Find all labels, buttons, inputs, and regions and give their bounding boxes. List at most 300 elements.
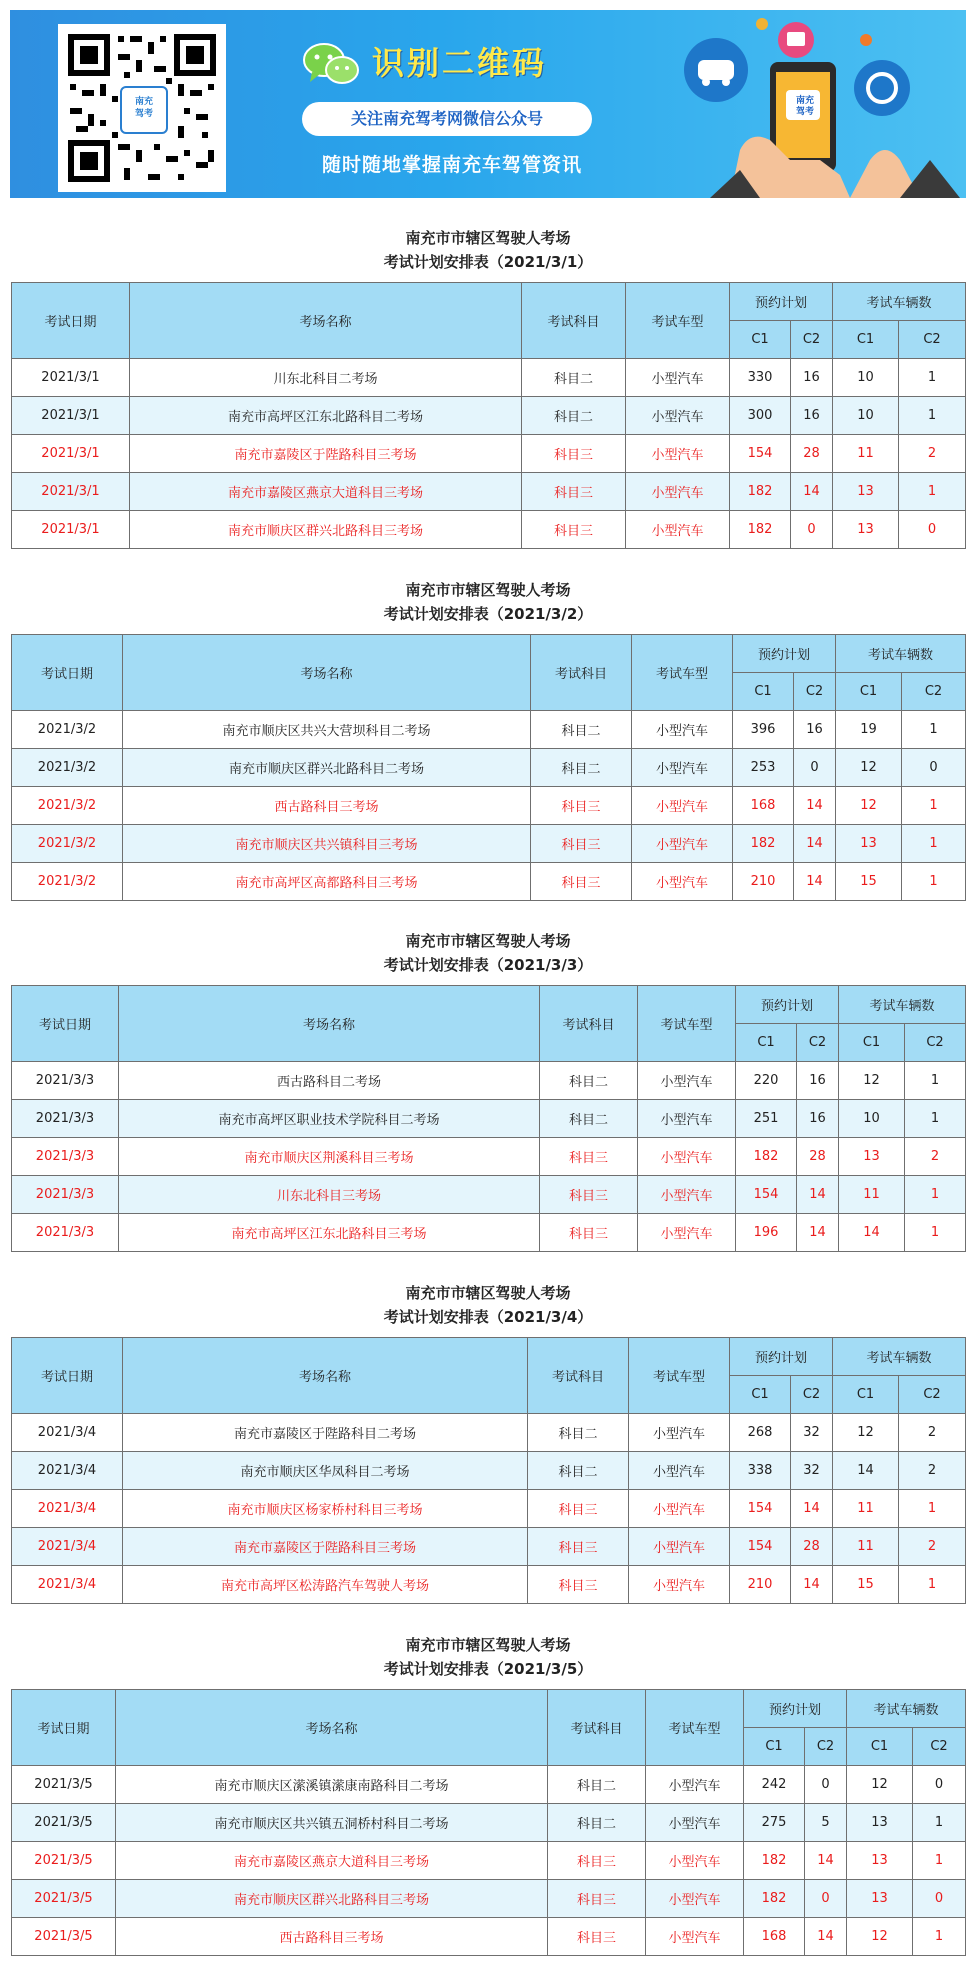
- header-plan: 预约计划: [730, 283, 833, 321]
- table-row: [12, 1918, 966, 1956]
- cell-subject: 科目三: [531, 825, 632, 863]
- cell-plan-c1: 154: [730, 1490, 791, 1528]
- cell-car-c2: 0: [913, 1766, 966, 1804]
- header-car-c2: C2: [899, 1376, 966, 1414]
- table-row: [12, 1804, 966, 1842]
- header-plan: 预约计划: [733, 635, 836, 673]
- header-car-c1: C1: [847, 1728, 913, 1766]
- cell-plan-c2: 16: [797, 1062, 839, 1100]
- cell-car-c2: 1: [905, 1176, 966, 1214]
- header-cars: 考试车辆数: [836, 635, 966, 673]
- cell-car-c2: 1: [905, 1214, 966, 1252]
- wechat-icon: [302, 40, 360, 90]
- cell-car-c1: 13: [833, 511, 899, 549]
- cell-vehicle: 小型汽车: [629, 1566, 730, 1604]
- header-venue: 考场名称: [119, 986, 540, 1062]
- cell-venue: 南充市顺庆区共兴大营坝科目二考场: [123, 711, 531, 749]
- cell-car-c2: 1: [899, 1566, 966, 1604]
- table-row: [12, 1528, 966, 1566]
- cell-plan-c1: 182: [744, 1842, 805, 1880]
- cell-car-c1: 12: [839, 1062, 905, 1100]
- schedule-title: 南充市市辖区驾驶人考场: [405, 1636, 571, 1654]
- cell-venue: 南充市高坪区高都路科目三考场: [123, 863, 531, 901]
- cell-vehicle: 小型汽车: [629, 1490, 730, 1528]
- cell-plan-c2: 14: [791, 1490, 833, 1528]
- cell-subject: 科目三: [548, 1880, 646, 1918]
- cell-vehicle: 小型汽车: [638, 1214, 736, 1252]
- cell-car-c2: 0: [899, 511, 966, 549]
- banner-title: 识别二维码: [372, 44, 548, 82]
- header-car-c1: C1: [836, 673, 902, 711]
- cell-car-c2: 1: [902, 825, 966, 863]
- table-row: [12, 1880, 966, 1918]
- header-car-c1: C1: [839, 1024, 905, 1062]
- table-row: [12, 1766, 966, 1804]
- cell-plan-c1: 168: [733, 787, 794, 825]
- cell-plan-c2: 14: [805, 1918, 847, 1956]
- wechat-banner[interactable]: [10, 10, 966, 198]
- cell-car-c2: 2: [899, 1414, 966, 1452]
- cell-venue: 南充市顺庆区潆溪镇潆康南路科目二考场: [116, 1766, 548, 1804]
- schedule-subtitle: 考试计划安排表（2021/3/1）: [383, 253, 593, 271]
- cell-plan-c2: 14: [794, 787, 836, 825]
- phone-logo-line1: 南充: [795, 96, 814, 106]
- cell-venue: 南充市顺庆区群兴北路科目三考场: [130, 511, 522, 549]
- cell-vehicle: 小型汽车: [632, 711, 733, 749]
- cell-plan-c1: 154: [736, 1176, 797, 1214]
- cell-venue: 南充市顺庆区荆溪科目三考场: [119, 1138, 540, 1176]
- cell-venue: 南充市嘉陵区于陛路科目三考场: [130, 435, 522, 473]
- cell-car-c1: 12: [836, 787, 902, 825]
- schedule-block: [11, 1281, 965, 1604]
- table-row: [12, 1452, 966, 1490]
- cell-subject: 科目二: [540, 1100, 638, 1138]
- header-plan-c1: C1: [736, 1024, 797, 1062]
- cell-plan-c2: 14: [797, 1176, 839, 1214]
- schedule-table: [11, 282, 966, 549]
- cell-date: 2021/3/4: [12, 1566, 123, 1604]
- phone-logo: [790, 96, 820, 118]
- cell-plan-c2: 16: [791, 397, 833, 435]
- schedule-block: [11, 929, 965, 1252]
- cell-plan-c2: 14: [791, 473, 833, 511]
- header-car-c2: C2: [902, 673, 966, 711]
- table-row: [12, 1414, 966, 1452]
- table-row: [12, 1490, 966, 1528]
- cell-date: 2021/3/1: [12, 435, 130, 473]
- cell-vehicle: 小型汽车: [638, 1062, 736, 1100]
- qr-code: [58, 24, 226, 192]
- cell-vehicle: 小型汽车: [632, 787, 733, 825]
- header-venue: 考场名称: [123, 635, 531, 711]
- cell-plan-c1: 300: [730, 397, 791, 435]
- cell-car-c1: 13: [847, 1842, 913, 1880]
- cell-venue: 西古路科目二考场: [119, 1062, 540, 1100]
- cell-vehicle: 小型汽车: [626, 359, 730, 397]
- cell-vehicle: 小型汽车: [626, 397, 730, 435]
- table-row: [12, 1214, 966, 1252]
- cell-plan-c2: 5: [805, 1804, 847, 1842]
- cell-date: 2021/3/5: [12, 1880, 116, 1918]
- header-car-c1: C1: [833, 321, 899, 359]
- header-vehicle: 考试车型: [629, 1338, 730, 1414]
- cell-venue: 南充市高坪区职业技术学院科目二考场: [119, 1100, 540, 1138]
- cell-car-c2: 1: [905, 1100, 966, 1138]
- schedule-subtitle: 考试计划安排表（2021/3/5）: [383, 1660, 593, 1678]
- cell-plan-c1: 154: [730, 1528, 791, 1566]
- cell-plan-c2: 16: [791, 359, 833, 397]
- header-cars: 考试车辆数: [839, 986, 966, 1024]
- cell-plan-c1: 275: [744, 1804, 805, 1842]
- cell-plan-c1: 210: [733, 863, 794, 901]
- cell-subject: 科目二: [531, 749, 632, 787]
- header-subject: 考试科目: [548, 1690, 646, 1766]
- schedule-title: 南充市市辖区驾驶人考场: [405, 1284, 571, 1302]
- cell-plan-c2: 28: [791, 1528, 833, 1566]
- cell-plan-c2: 28: [791, 435, 833, 473]
- cell-venue: 南充市嘉陵区燕京大道科目三考场: [116, 1842, 548, 1880]
- table-row: [12, 397, 966, 435]
- schedule-subtitle: 考试计划安排表（2021/3/3）: [383, 956, 593, 974]
- cell-plan-c1: 182: [730, 511, 791, 549]
- cell-plan-c1: 251: [736, 1100, 797, 1138]
- header-venue: 考场名称: [130, 283, 522, 359]
- cell-car-c1: 15: [833, 1566, 899, 1604]
- cell-date: 2021/3/2: [12, 749, 123, 787]
- cell-car-c1: 14: [839, 1214, 905, 1252]
- cell-car-c2: 1: [913, 1918, 966, 1956]
- cell-plan-c1: 268: [730, 1414, 791, 1452]
- cell-subject: 科目三: [528, 1528, 629, 1566]
- header-date: 考试日期: [12, 635, 123, 711]
- schedule-table: [11, 985, 966, 1252]
- header-vehicle: 考试车型: [646, 1690, 744, 1766]
- cell-vehicle: 小型汽车: [638, 1100, 736, 1138]
- schedule-table: [11, 634, 966, 901]
- table-row: [12, 473, 966, 511]
- header-subject: 考试科目: [528, 1338, 629, 1414]
- cell-venue: 南充市顺庆区共兴镇科目三考场: [123, 825, 531, 863]
- cell-plan-c1: 220: [736, 1062, 797, 1100]
- table-row: [12, 1842, 966, 1880]
- header-plan: 预约计划: [744, 1690, 847, 1728]
- cell-date: 2021/3/1: [12, 511, 130, 549]
- cell-venue: 南充市嘉陵区于陛路科目二考场: [123, 1414, 528, 1452]
- cell-vehicle: 小型汽车: [638, 1176, 736, 1214]
- cell-plan-c2: 0: [794, 749, 836, 787]
- header-row: [12, 635, 966, 673]
- cell-car-c1: 11: [839, 1176, 905, 1214]
- header-car-c1: C1: [833, 1376, 899, 1414]
- table-row: [12, 1176, 966, 1214]
- cell-subject: 科目三: [540, 1176, 638, 1214]
- schedule-block: [11, 226, 965, 549]
- cell-subject: 科目三: [522, 435, 626, 473]
- cell-subject: 科目三: [548, 1842, 646, 1880]
- cell-car-c1: 12: [847, 1766, 913, 1804]
- cell-car-c2: 1: [902, 711, 966, 749]
- cell-date: 2021/3/4: [12, 1490, 123, 1528]
- cell-car-c2: 1: [902, 787, 966, 825]
- cell-vehicle: 小型汽车: [629, 1414, 730, 1452]
- cell-date: 2021/3/3: [12, 1138, 119, 1176]
- schedule-block: [11, 1633, 965, 1956]
- cell-plan-c2: 0: [791, 511, 833, 549]
- cell-vehicle: 小型汽车: [632, 863, 733, 901]
- cell-date: 2021/3/4: [12, 1452, 123, 1490]
- cell-car-c2: 1: [913, 1842, 966, 1880]
- header-plan: 预约计划: [736, 986, 839, 1024]
- header-plan-c1: C1: [744, 1728, 805, 1766]
- header-plan-c1: C1: [730, 1376, 791, 1414]
- cell-plan-c2: 32: [791, 1414, 833, 1452]
- cell-car-c2: 1: [899, 359, 966, 397]
- cell-plan-c2: 0: [805, 1880, 847, 1918]
- header-car-c2: C2: [905, 1024, 966, 1062]
- cell-car-c1: 19: [836, 711, 902, 749]
- cell-plan-c1: 396: [733, 711, 794, 749]
- cell-date: 2021/3/2: [12, 711, 123, 749]
- cell-car-c1: 15: [836, 863, 902, 901]
- cell-plan-c2: 14: [791, 1566, 833, 1604]
- cell-vehicle: 小型汽车: [629, 1528, 730, 1566]
- cell-venue: 南充市顺庆区共兴镇五洞桥村科目二考场: [116, 1804, 548, 1842]
- header-plan-c1: C1: [733, 673, 794, 711]
- cell-car-c1: 10: [833, 359, 899, 397]
- cell-car-c2: 1: [899, 1490, 966, 1528]
- header-date: 考试日期: [12, 1690, 116, 1766]
- table-row: [12, 1062, 966, 1100]
- cell-plan-c1: 210: [730, 1566, 791, 1604]
- cell-car-c1: 12: [836, 749, 902, 787]
- header-venue: 考场名称: [123, 1338, 528, 1414]
- cell-subject: 科目二: [528, 1414, 629, 1452]
- cell-car-c1: 14: [833, 1452, 899, 1490]
- cell-plan-c2: 28: [797, 1138, 839, 1176]
- cell-subject: 科目三: [540, 1138, 638, 1176]
- qr-logo-line2: 驾考: [134, 109, 153, 119]
- cell-venue: 西古路科目三考场: [116, 1918, 548, 1956]
- header-plan-c2: C2: [794, 673, 836, 711]
- table-row: [12, 787, 966, 825]
- header-row: [12, 986, 966, 1024]
- cell-car-c2: 0: [913, 1880, 966, 1918]
- cell-plan-c1: 182: [744, 1880, 805, 1918]
- cell-subject: 科目三: [531, 787, 632, 825]
- cell-plan-c1: 182: [730, 473, 791, 511]
- cell-plan-c1: 182: [736, 1138, 797, 1176]
- cell-subject: 科目二: [548, 1804, 646, 1842]
- header-venue: 考场名称: [116, 1690, 548, 1766]
- cell-plan-c1: 330: [730, 359, 791, 397]
- cell-plan-c2: 0: [805, 1766, 847, 1804]
- cell-vehicle: 小型汽车: [646, 1880, 744, 1918]
- header-date: 考试日期: [12, 283, 130, 359]
- schedule-table: [11, 1337, 966, 1604]
- table-row: [12, 863, 966, 901]
- schedule-block: [11, 578, 965, 901]
- cell-plan-c1: 182: [733, 825, 794, 863]
- cell-vehicle: 小型汽车: [626, 473, 730, 511]
- cell-vehicle: 小型汽车: [632, 749, 733, 787]
- cell-date: 2021/3/5: [12, 1842, 116, 1880]
- cell-date: 2021/3/1: [12, 473, 130, 511]
- cell-car-c1: 13: [836, 825, 902, 863]
- cell-date: 2021/3/4: [12, 1528, 123, 1566]
- cell-car-c1: 13: [847, 1880, 913, 1918]
- header-plan: 预约计划: [730, 1338, 833, 1376]
- cell-car-c1: 13: [839, 1138, 905, 1176]
- cell-subject: 科目三: [548, 1918, 646, 1956]
- cell-plan-c1: 168: [744, 1918, 805, 1956]
- cell-plan-c1: 154: [730, 435, 791, 473]
- header-row: [12, 283, 966, 321]
- cell-date: 2021/3/1: [12, 397, 130, 435]
- cell-subject: 科目三: [522, 473, 626, 511]
- cell-date: 2021/3/3: [12, 1176, 119, 1214]
- cell-car-c1: 11: [833, 1490, 899, 1528]
- cell-car-c2: 1: [902, 863, 966, 901]
- header-plan-c2: C2: [797, 1024, 839, 1062]
- header-car-c2: C2: [913, 1728, 966, 1766]
- phone-logo-line2: 驾考: [795, 107, 814, 117]
- cell-plan-c2: 14: [794, 863, 836, 901]
- table-row: [12, 711, 966, 749]
- cell-car-c1: 11: [833, 1528, 899, 1566]
- cell-venue: 南充市顺庆区杨家桥村科目三考场: [123, 1490, 528, 1528]
- schedule-title: 南充市市辖区驾驶人考场: [405, 229, 571, 247]
- cell-car-c2: 0: [902, 749, 966, 787]
- header-date: 考试日期: [12, 1338, 123, 1414]
- cell-venue: 南充市顺庆区群兴北路科目二考场: [123, 749, 531, 787]
- cell-car-c2: 1: [899, 397, 966, 435]
- banner-follow-pill: 关注南充驾考网微信公众号: [302, 102, 592, 136]
- table-row: [12, 511, 966, 549]
- header-plan-c2: C2: [805, 1728, 847, 1766]
- table-row: [12, 1100, 966, 1138]
- cell-plan-c2: 14: [797, 1214, 839, 1252]
- cell-subject: 科目二: [528, 1452, 629, 1490]
- table-row: [12, 825, 966, 863]
- cell-vehicle: 小型汽车: [629, 1452, 730, 1490]
- schedule-title: 南充市市辖区驾驶人考场: [405, 581, 571, 599]
- header-vehicle: 考试车型: [638, 986, 736, 1062]
- cell-venue: 南充市嘉陵区燕京大道科目三考场: [130, 473, 522, 511]
- cell-plan-c2: 32: [791, 1452, 833, 1490]
- cell-car-c2: 2: [905, 1138, 966, 1176]
- table-row: [12, 749, 966, 787]
- cell-car-c2: 2: [899, 435, 966, 473]
- cell-car-c2: 1: [913, 1804, 966, 1842]
- schedule-subtitle: 考试计划安排表（2021/3/4）: [383, 1308, 593, 1326]
- cell-car-c2: 2: [899, 1452, 966, 1490]
- header-cars: 考试车辆数: [847, 1690, 966, 1728]
- cell-vehicle: 小型汽车: [626, 511, 730, 549]
- schedule-title: 南充市市辖区驾驶人考场: [405, 932, 571, 950]
- cell-date: 2021/3/5: [12, 1804, 116, 1842]
- cell-vehicle: 小型汽车: [646, 1766, 744, 1804]
- banner-subtitle: 随时随地掌握南充车驾管资讯: [321, 154, 582, 176]
- table-row: [12, 359, 966, 397]
- cell-date: 2021/3/3: [12, 1062, 119, 1100]
- cell-subject: 科目二: [531, 711, 632, 749]
- cell-plan-c2: 16: [794, 711, 836, 749]
- schedule-table: [11, 1689, 966, 1956]
- header-row: [12, 1690, 966, 1728]
- cell-venue: 川东北科目二考场: [130, 359, 522, 397]
- cell-plan-c2: 16: [797, 1100, 839, 1138]
- header-car-c2: C2: [899, 321, 966, 359]
- header-vehicle: 考试车型: [626, 283, 730, 359]
- header-plan-c2: C2: [791, 321, 833, 359]
- cell-date: 2021/3/2: [12, 787, 123, 825]
- cell-car-c1: 10: [833, 397, 899, 435]
- cell-date: 2021/3/5: [12, 1766, 116, 1804]
- header-plan-c1: C1: [730, 321, 791, 359]
- cell-date: 2021/3/5: [12, 1918, 116, 1956]
- header-cars: 考试车辆数: [833, 1338, 966, 1376]
- cell-venue: 南充市顺庆区群兴北路科目三考场: [116, 1880, 548, 1918]
- qr-logo-line1: 南充: [134, 97, 153, 107]
- cell-venue: 西古路科目三考场: [123, 787, 531, 825]
- cell-date: 2021/3/2: [12, 863, 123, 901]
- cell-car-c1: 12: [847, 1918, 913, 1956]
- cell-subject: 科目二: [540, 1062, 638, 1100]
- cell-subject: 科目三: [540, 1214, 638, 1252]
- table-row: [12, 435, 966, 473]
- cell-car-c1: 12: [833, 1414, 899, 1452]
- cell-venue: 南充市嘉陵区于陛路科目三考场: [123, 1528, 528, 1566]
- cell-car-c1: 13: [833, 473, 899, 511]
- cell-vehicle: 小型汽车: [646, 1842, 744, 1880]
- cell-subject: 科目二: [548, 1766, 646, 1804]
- header-date: 考试日期: [12, 986, 119, 1062]
- cell-date: 2021/3/4: [12, 1414, 123, 1452]
- cell-plan-c1: 242: [744, 1766, 805, 1804]
- cell-date: 2021/3/2: [12, 825, 123, 863]
- cell-vehicle: 小型汽车: [646, 1918, 744, 1956]
- cell-subject: 科目三: [528, 1566, 629, 1604]
- cell-car-c1: 13: [847, 1804, 913, 1842]
- cell-date: 2021/3/1: [12, 359, 130, 397]
- header-cars: 考试车辆数: [833, 283, 966, 321]
- schedule-subtitle: 考试计划安排表（2021/3/2）: [383, 605, 593, 623]
- cell-subject: 科目二: [522, 359, 626, 397]
- cell-car-c1: 11: [833, 435, 899, 473]
- cell-plan-c2: 14: [794, 825, 836, 863]
- cell-venue: 南充市高坪区江东北路科目二考场: [130, 397, 522, 435]
- cell-car-c2: 2: [899, 1528, 966, 1566]
- cell-venue: 川东北科目三考场: [119, 1176, 540, 1214]
- qr-center-logo: [120, 86, 168, 134]
- cell-subject: 科目三: [528, 1490, 629, 1528]
- cell-date: 2021/3/3: [12, 1100, 119, 1138]
- cell-venue: 南充市顺庆区华凤科目二考场: [123, 1452, 528, 1490]
- cell-plan-c1: 253: [733, 749, 794, 787]
- cell-car-c2: 1: [905, 1062, 966, 1100]
- cell-subject: 科目三: [522, 511, 626, 549]
- cell-plan-c2: 14: [805, 1842, 847, 1880]
- header-row: [12, 1338, 966, 1376]
- header-subject: 考试科目: [531, 635, 632, 711]
- cell-vehicle: 小型汽车: [626, 435, 730, 473]
- header-subject: 考试科目: [540, 986, 638, 1062]
- cell-vehicle: 小型汽车: [632, 825, 733, 863]
- header-plan-c2: C2: [791, 1376, 833, 1414]
- cell-plan-c1: 196: [736, 1214, 797, 1252]
- cell-vehicle: 小型汽车: [646, 1804, 744, 1842]
- cell-date: 2021/3/3: [12, 1214, 119, 1252]
